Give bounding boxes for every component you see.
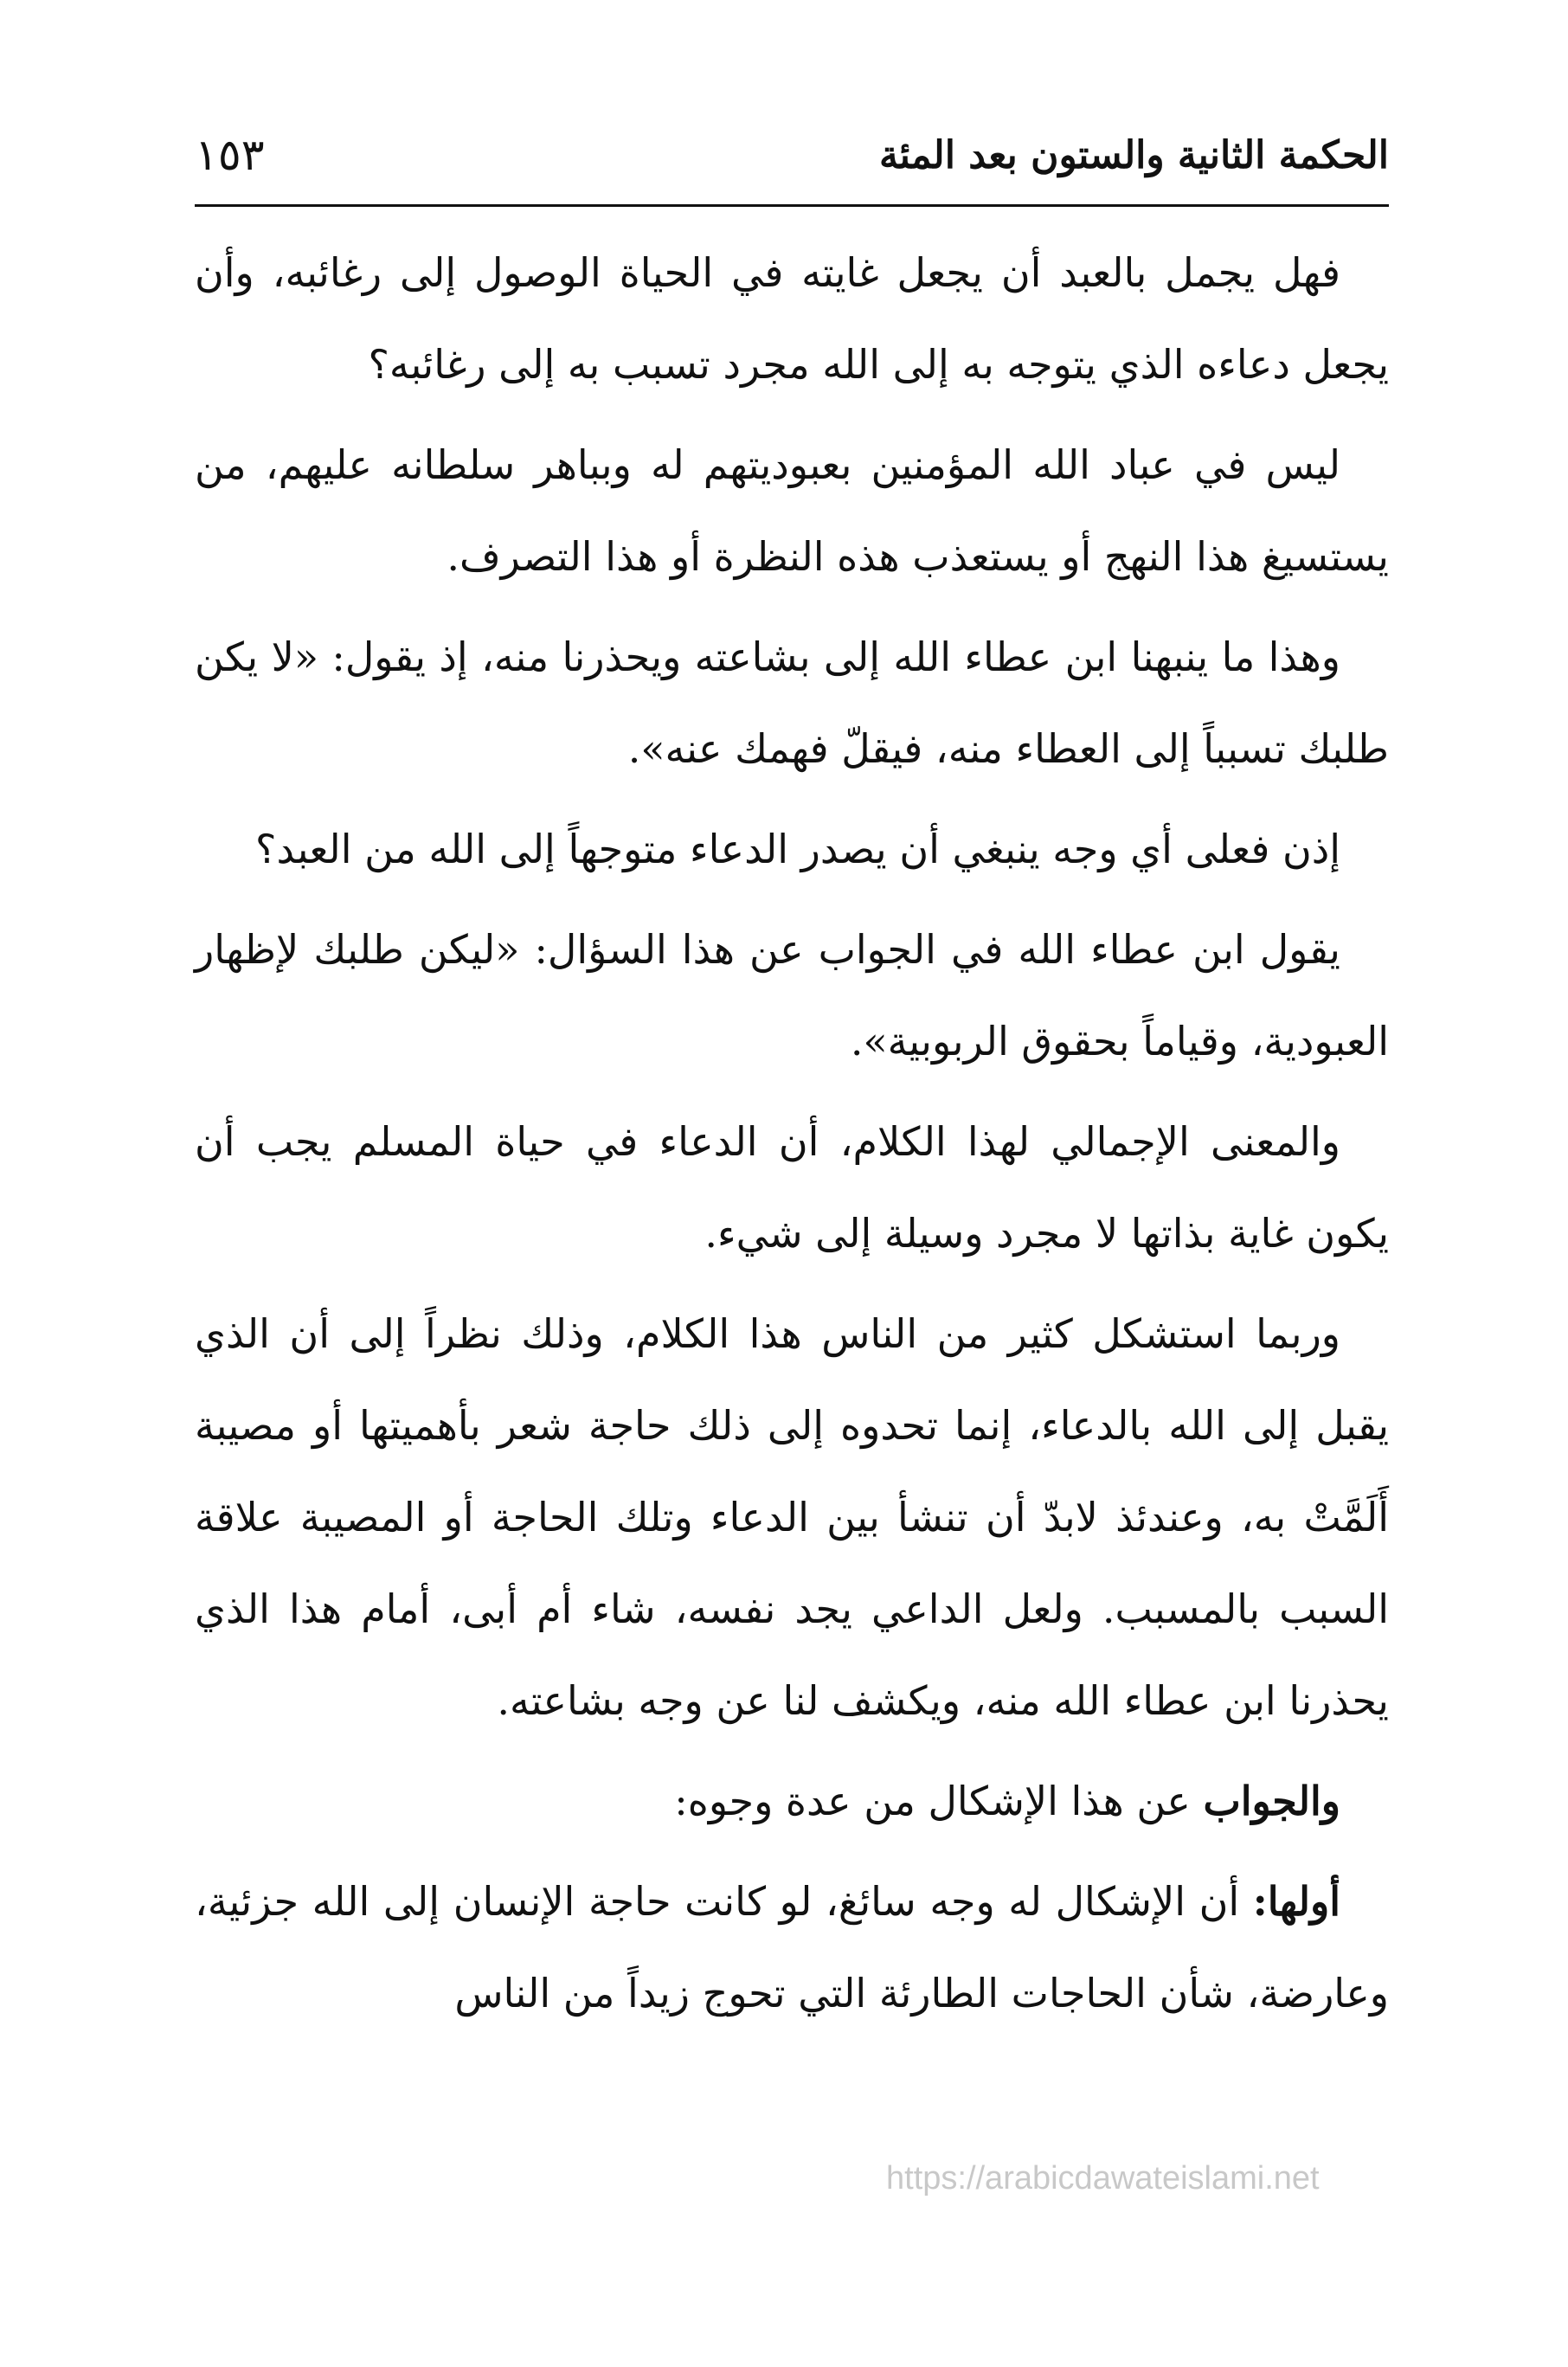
paragraph [195,227,1389,410]
page-number: ١٥٣ [195,130,265,180]
body-text [195,227,1389,2048]
header-divider [195,204,1389,207]
running-header [195,128,1389,197]
paragraph [195,1288,1389,1746]
paragraph [195,1096,1389,1279]
paragraph-text: يقول ابن عطاء الله في الجواب عن هذا السؤال: «ليكن طلبك لإظهار العبودية، وقياماً بحقوق الربوبية». [195,926,1389,1065]
chapter-title: الحكمة الثانية والستون بعد المئة [878,133,1389,177]
paragraph [195,1755,1389,1847]
paragraph-text: وربما استشكل كثير من الناس هذا الكلام، وذلك نظراً إلى أن الذي يقبل إلى الله بالدعاء، إنما تحدوه إلى ذلك حاجة شعر بأهميتها أو مصيبة أَلَمَّتْ به، وعندئذ لابدّ أن تنشأ بين الدعاء وتلك الحاجة أو المصيبة علاقة السبب بالمسبب. ولعل الداعي يجد نفسه، شاء أم أبى، أمام هذا الذي يحذرنا ابن عطاء الله منه، ويكشف لنا عن وجه بشاعته. [195,1310,1389,1724]
paragraph-text: إذن فعلى أي وجه ينبغي أن يصدر الدعاء متوجهاً إلى الله من العبد؟ [255,826,1340,872]
paragraph-text: فهل يجمل بالعبد أن يجعل غايته في الحياة الوصول إلى رغائبه، وأن يجعل دعاءه الذي يتوجه به إلى الله مجرد تسبب به إلى رغائبه؟ [195,249,1389,388]
paragraph [195,611,1389,794]
paragraph-text: عن هذا الإشكال من عدة وجوه: [674,1778,1191,1824]
paragraph-text: أن الإشكال له وجه سائغ، لو كانت حاجة الإنسان إلى الله جزئية، وعارضة، شأن الحاجات الطارئة التي تحوج زيداً من الناس [195,1878,1389,2016]
paragraph-text: وهذا ما ينبهنا ابن عطاء الله إلى بشاعته ويحذرنا منه، إذ يقول: «لا يكن طلبك تسبباً إلى العطاء منه، فيقلّ فهمك عنه». [195,634,1389,772]
paragraph [195,419,1389,602]
paragraph-text: ليس في عباد الله المؤمنين بعبوديتهم له وبباهر سلطانه عليهم، من يستسيغ هذا النهج أو يستعذب هذه النظرة أو هذا التصرف. [195,441,1389,580]
paragraph-lead: والجواب [1203,1778,1340,1824]
paragraph [195,803,1389,895]
paragraph-lead: أولها: [1252,1878,1340,1925]
paragraph [195,1856,1389,2039]
paragraph [195,904,1389,1087]
watermark-url: https://arabicdawateislami.net [886,2160,1320,2197]
paragraph-text: والمعنى الإجمالي لهذا الكلام، أن الدعاء في حياة المسلم يجب أن يكون غاية بذاتها لا مجرد وسيلة إلى شيء. [195,1118,1389,1257]
